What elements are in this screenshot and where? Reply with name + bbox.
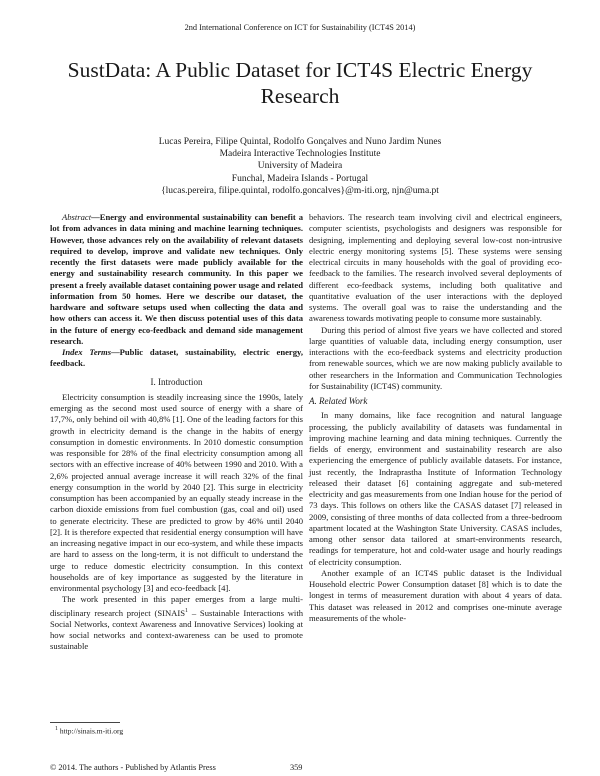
page-number: 359 (290, 763, 303, 772)
right-paragraph-2: During this period of almost five years we have collected and stored large quantities of valuable data, including energy consumption, user interactions with the eco-feedback systems and electricity production from renewable sources, which we are now making publicly available to other researchers in the Information and Communication Technologies for Sustainability (ICT4S) community. (309, 324, 562, 391)
left-column (50, 212, 303, 652)
abstract-text: —Energy and environmental sustainability can benefit a lot from advances in data mining and machine learning techniques. However, those advances rely on the availability of relevant datasets required to develop, improve and validate new techniques. Only recently the first datasets were made publicly available for the energy and sustainability research community. In this paper we present a freely available dataset containing power usage and related information from 50 homes. Here we describe our dataset, the hardware and software setups used when collecting the data and how others can access it. We then discuss potential uses of this data in the future of energy eco-feedback and demand side management research. (50, 212, 303, 346)
intro-p2-start: The work presented in this paper emerges from a large multi-disciplinary research project (SINAIS (50, 594, 303, 618)
index-terms (50, 347, 303, 370)
footnote-rule (50, 722, 120, 723)
index-terms-text: —Public dataset, sustainability, electric energy, feedback. (50, 347, 304, 369)
intro-p2-end: – Sustainable Interactions with Social Networks, context Awareness and Innovative Services) looking at how social networks and context-awareness can be used to promote sustainable (50, 607, 304, 652)
related-paragraph-1: In many domains, like face recognition and natural language processing, the publicly availability of datasets was fundamental in improving machine learning and data mining techniques. Currently the fields of energy, environment and sustainability research are also experiencing the emergence of publicly available datasets. For instance, just recently, the Indraprastha Institute of Information Technology released their dataset [6] containing aggregate and sub-metered electricity and gas measurements from one Indian house for the period of 73 days. This follows on others like the CASAS dataset [7] released in 2009, consisting of three months of data collected from a three-bedroom apartment located at the Washington State University. CASAS includes, among other sensor data tailored at smart-environments research, readings for temperature, hot and cold-water usage and hourly readings of electricity consumption. (309, 410, 562, 567)
right-column (309, 212, 562, 624)
abstract-lead: Abstract (62, 212, 92, 222)
right-paragraph-1: behaviors. The research team involving civil and electrical engineers, computer scientists, psychologists and designers was responsible for designing, implementing and deploying several low-cost non-intrusive electric energy monitoring systems [5]. These systems were sensing electrical circuits in many households with the goal of providing eco-feedback to the families. The research involved several deployments of different eco-feedback systems, including both qualitative and quantitative evaluation of the user interactions with the deployed systems. The overall goal was to raise the understanding and the awareness towards motivating people to consume more sustainably. (309, 212, 562, 324)
intro-heading: I. Introduction (150, 376, 203, 387)
index-terms-lead: Index Terms (62, 347, 112, 357)
affiliation-block (0, 148, 600, 198)
affiliation-emails: {lucas.pereira, filipe.quintal, rodolfo.goncalves}@m-iti.org, njn@uma.pt (161, 186, 439, 197)
affiliation-institute: Madeira Interactive Technologies Institute (219, 149, 381, 159)
footnote-ref: 1 (185, 607, 189, 614)
copyright-footer: © 2014. The authors - Published by Atlantis Press (50, 763, 216, 772)
intro-paragraph-1: Electricity consumption is steadily increasing since the 1990s, lately emerging as the second most used source of energy with a share of 17,7%, only behind oil with 40,8% [1]. One of the leading factors for this growth in electricity demand is the change in the habits of energy consumption in domestic environments. In 2010 domestic consumption was responsible for 28% of the final electricity consumption among all sectors with an effective increase of 40% between 1990 and 2010. With a 2,6% projected annual average increase it will reach 32% of the final energy consumption in the world by 2040 [2]. This surge in electricity consumption has been accompanied by an equally steady increase in the carbon dioxide emissions from fuel combustion (gas, coal and oil) used to generate electricity. These are predicted to grow by 46% until 2040 [2]. It is therefore expected that residential energy consumption will have an increasing negative impact in our eco-system, and while these impacts are hard to assess on the long-term, it is not difficult to understand the urge to reduce domestic electricity consumption. In this context households are of key importance as suggested by the literature in environmental psychology [3] and eco-feedback [4]. (50, 391, 303, 593)
related-paragraph-2: Another example of an ICT4S public dataset is the Individual Household electric Power Consumption dataset [8] which is to date the longest in terms of measurement duration with about 4 years of data. This dataset was released in 2012 and comprises one-minute average measurements of the whole- (309, 567, 562, 623)
related-work-heading: A. Related Work (309, 396, 368, 406)
affiliation-location: Funchal, Madeira Islands - Portugal (231, 173, 369, 184)
conference-header: 2nd International Conference on ICT for Sustainability (ICT4S 2014) (184, 23, 416, 32)
abstract (50, 212, 303, 347)
footnote-mark: 1 (55, 726, 58, 732)
affiliation-university: University of Madeira (257, 161, 343, 172)
author-list: Lucas Pereira, Filipe Quintal, Rodolfo Gonçalves and Nuno Jardim Nunes (158, 137, 442, 147)
intro-paragraph-2 (50, 594, 303, 652)
footnote (55, 726, 123, 736)
paper-title: SustData: A Public Dataset for ICT4S Electric Energy Research (67, 58, 533, 108)
footnote-url: http://sinais.m-iti.org (58, 726, 124, 736)
